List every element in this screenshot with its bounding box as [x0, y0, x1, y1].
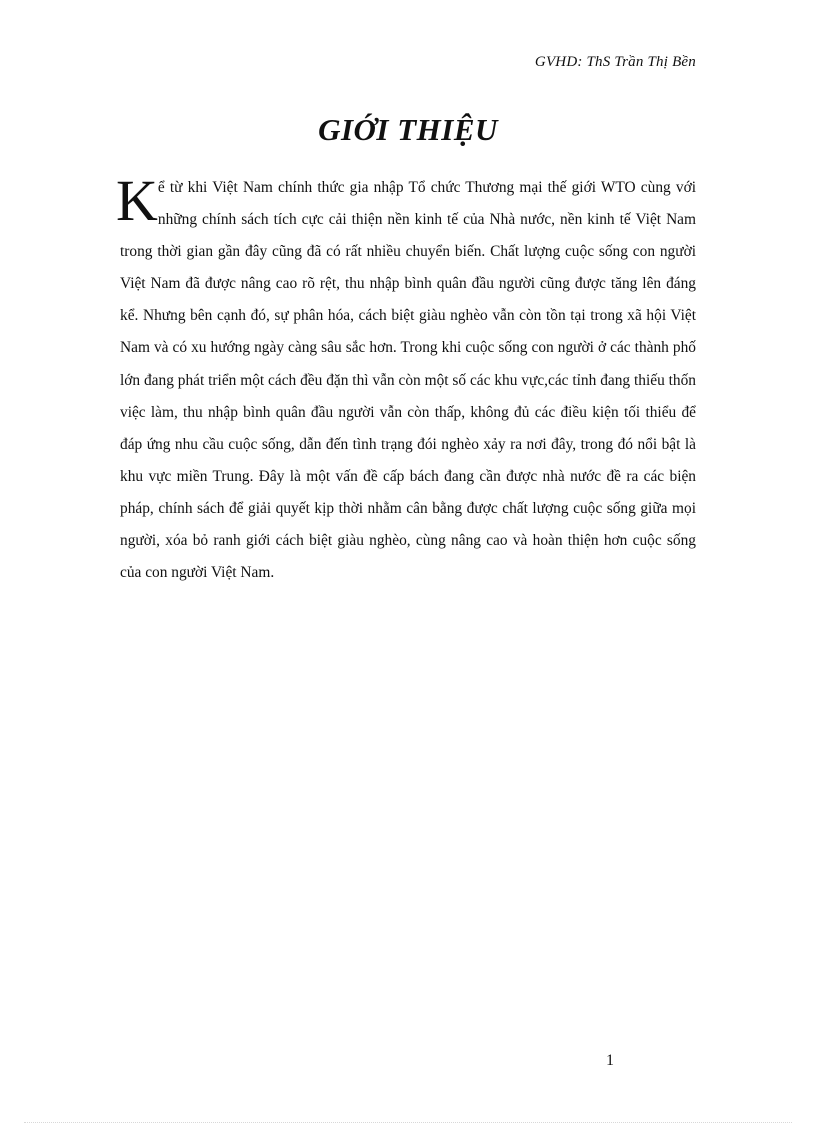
page-number: 1	[606, 1052, 614, 1069]
page-title: GIỚI THIỆU	[318, 112, 498, 147]
intro-paragraph-text: ể từ khi Việt Nam chính thức gia nhập Tổ chức Thương mại thế giới WTO cùng với những chính sách tích cực cải thiện nền kinh tế của Nhà nước, nền kinh tế Việt Nam trong thời gian gần đây cũng đã có rất nhiều chuyển biến. Chất lượng cuộc sống con người Việt Nam đã được nâng cao rõ rệt, thu nhập bình quân đầu người cũng được tăng lên đáng kể. Nhưng bên cạnh đó, sự phân hóa, cách biệt giàu nghèo vẫn còn tồn tại trong xã hội Việt Nam và có xu hướng ngày càng sâu sắc hơn. Trong khi cuộc sống con người ở các thành phố lớn đang phát triển một cách đều đặn thì vẫn còn một số các khu vực,các tỉnh đang thiếu thốn việc làm, thu nhập bình quân đầu người vẫn còn thấp, không đủ các điều kiện tối thiểu để đáp ứng nhu cầu cuộc sống, dẫn đến tình trạng đói nghèo xảy ra nơi đây, trong đó nổi bật là khu vực miền Trung. Đây là một vấn đề cấp bách đang cần được nhà nước đề ra các biện pháp, chính sách để giải quyết kịp thời nhằm cân bằng được chất lượng cuộc sống giữa mọi người, xóa bỏ ranh giới cách biệt giàu nghèo, cùng nâng cao và hoàn thiện hơn cuộc sống của con người Việt Nam.	[120, 179, 696, 582]
intro-paragraph	[116, 168, 696, 589]
advisor-header: GVHD: ThS Trần Thị Bền	[534, 54, 696, 70]
drop-cap-letter: K	[116, 168, 158, 233]
